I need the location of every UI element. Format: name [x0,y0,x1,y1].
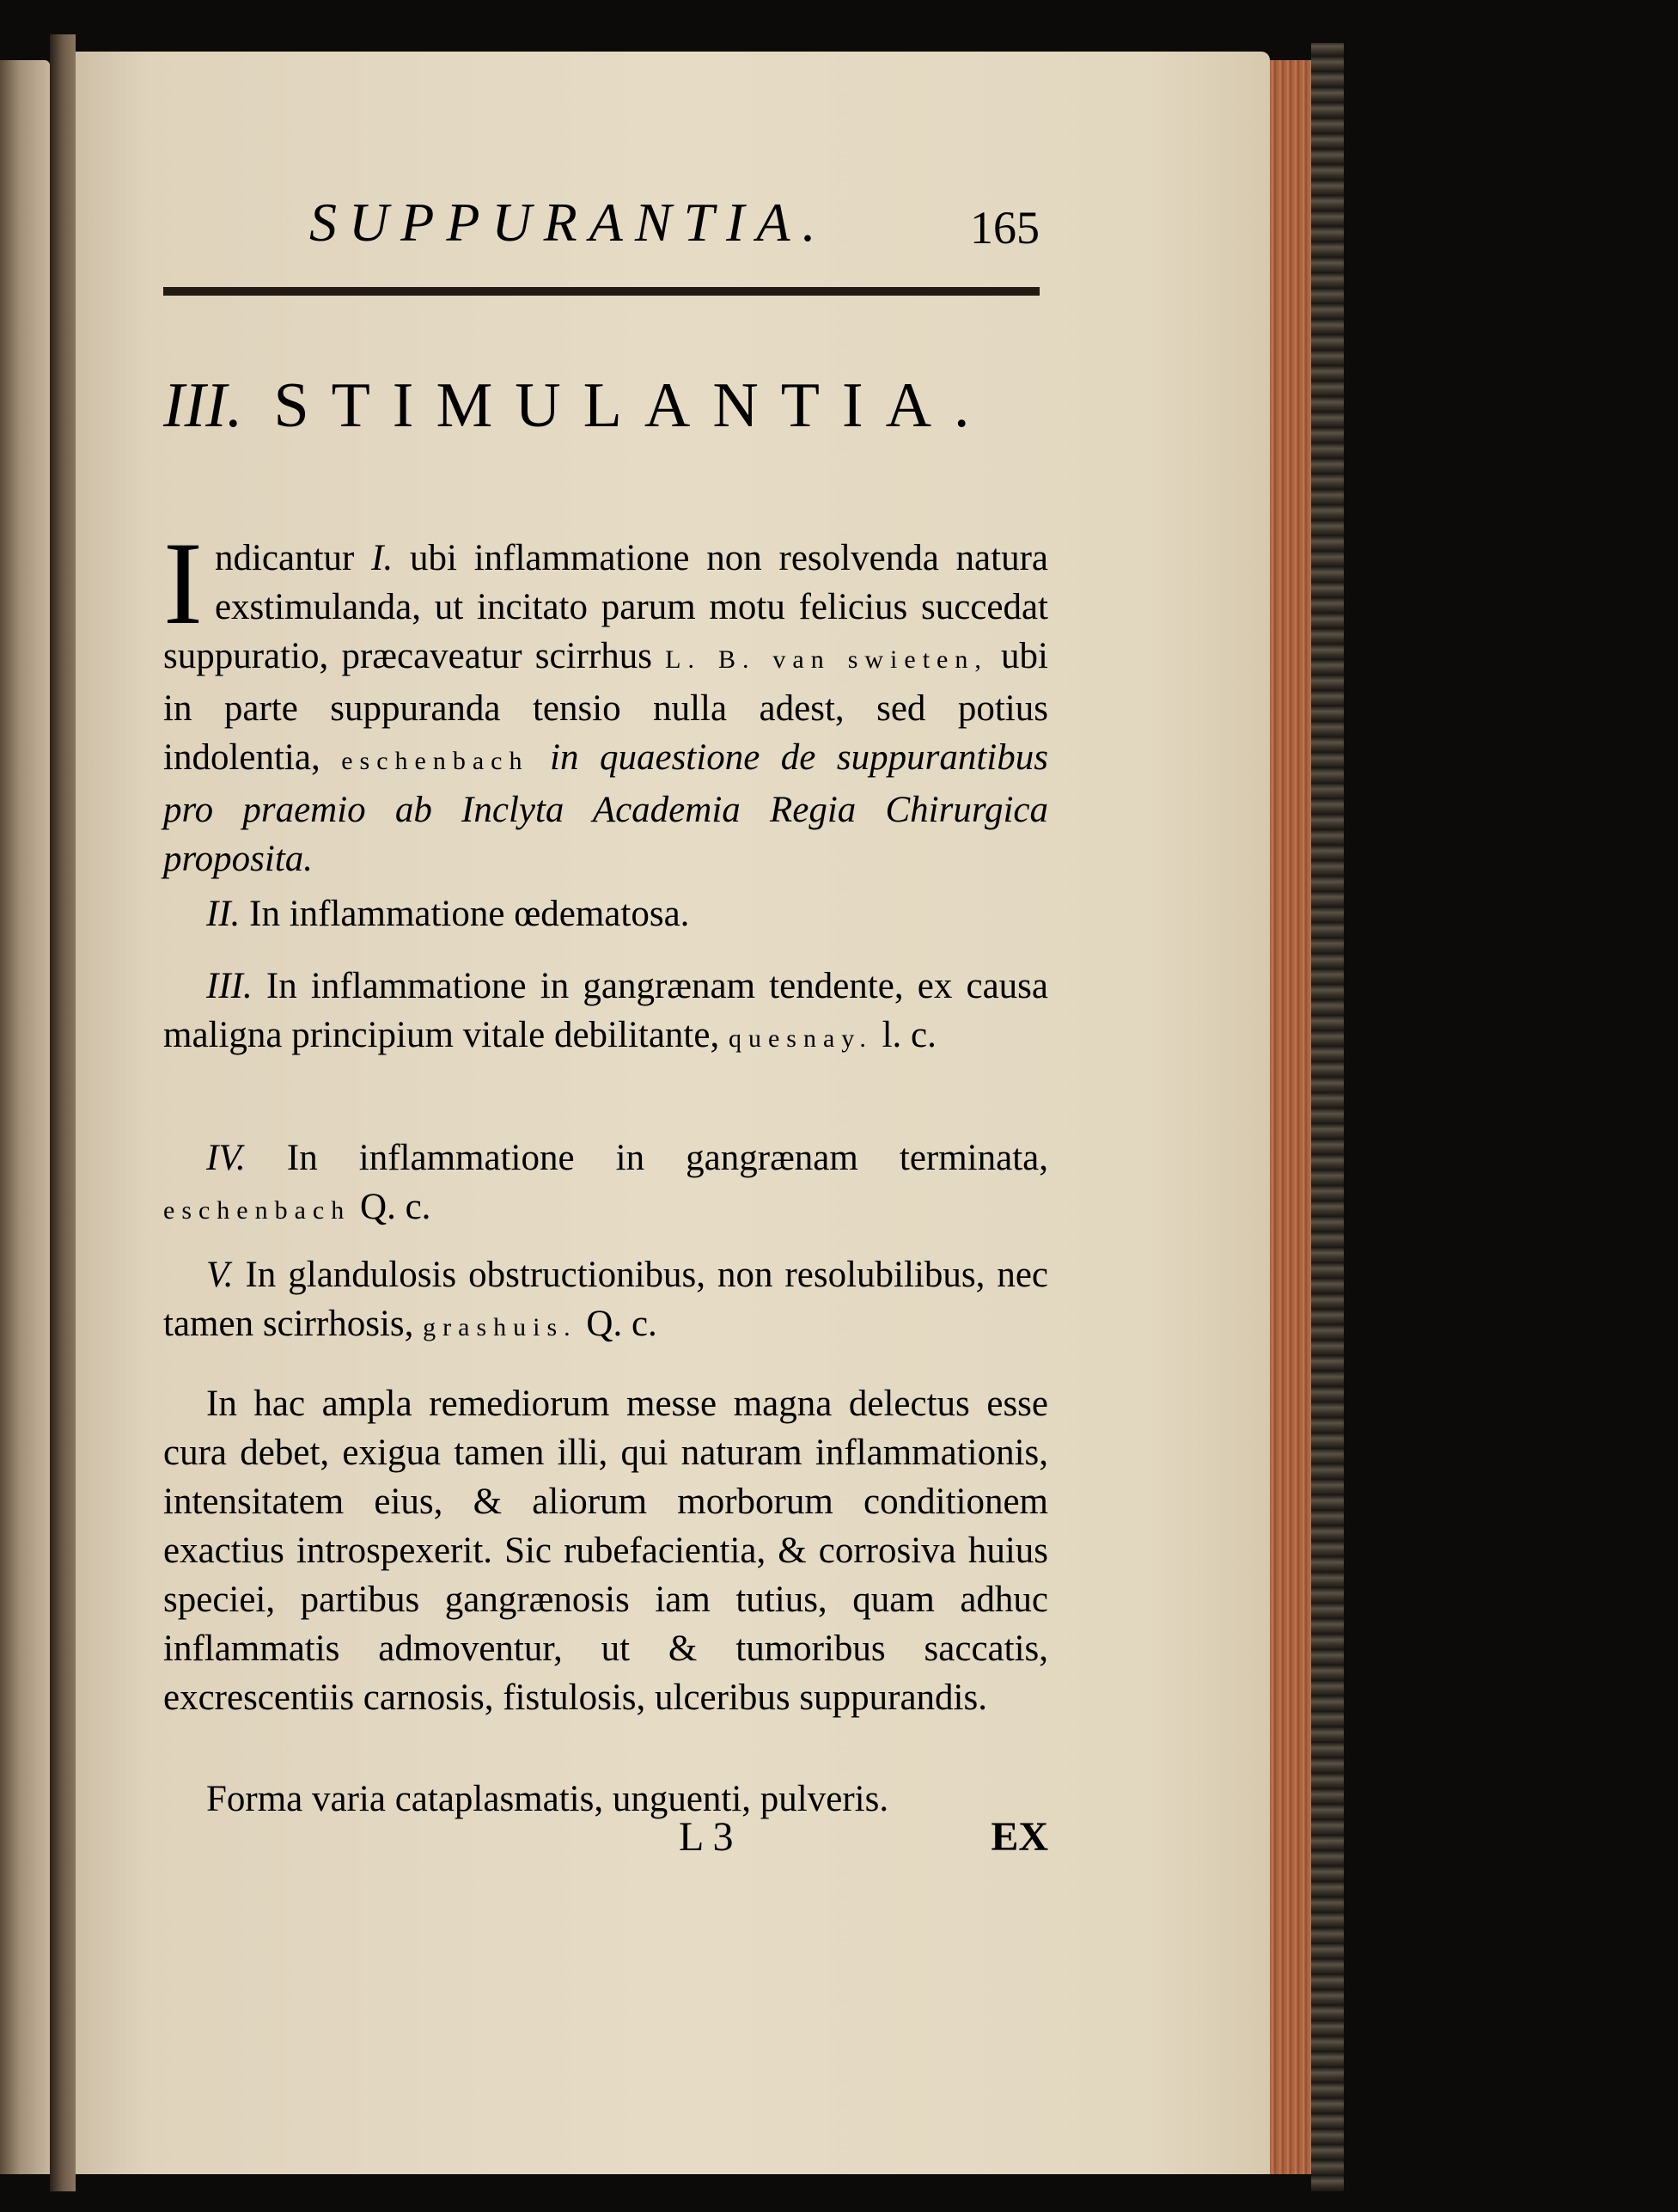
section-title [163,370,1040,443]
work-title: in quaestione de suppurantibus pro praemio ab Inclyta Academia Regia Chirurgica proposita. [163,737,1048,879]
paragraph-indications [163,517,1049,883]
text-run: Indicantur [163,517,372,649]
header-rule [163,287,1040,296]
author-citation: eschenbach [163,1196,351,1225]
item-number: V. [206,1255,234,1295]
text-run: In inflammatione in gangrænam tendente, ex causa maligna principium vitale debilitante, [163,966,1048,1055]
signature-mark: L 3 [679,1814,734,1860]
item-number: I. [371,538,394,578]
paragraph-remedies: In hac ampla remediorum messe magna delectus esse cura debet, exigua tamen illi, qui naturam inflammationis, intensitatem eius, & aliorum morborum conditionem exactius introspexerit. Sic rubefacientia, & corrosiva huius speciei, partibus gangrænosis iam tutius, quam adhuc inflammatis admoventur, ut & tumoribus saccatis, excrescentiis carnosis, fistulosis, ulceribus suppurandis. [163,1384,1048,1718]
book-gutter [50,34,76,2191]
paragraph-item-4 [163,1133,1048,1235]
catchword: EX [991,1814,1048,1860]
running-head: SUPPURANTIA. [309,192,828,253]
author-citation: eschenbach [341,747,529,775]
text-run: In glandulosis obstructionibus, non resolubilibus, nec tamen scirrhosis, [163,1255,1048,1344]
section-heading: STIMULANTIA. [273,370,992,441]
page-block-edge [1270,60,1311,2174]
page-footer [163,1813,1048,1873]
paragraph-item-5 [163,1250,1048,1352]
author-citation: L. B. van swieten, [665,645,988,674]
section-number: III. [163,370,243,441]
facing-page-edge [0,60,50,2174]
text-run: ubi in parte suppuranda tensio nulla adest, sed potius indolentia, [163,636,1049,778]
text-run: Q. c. [577,1304,657,1344]
text-run: In inflammatione in gangrænam terminata, [245,1138,1048,1178]
text-run: Q. c. [351,1187,431,1227]
item-number: III. [206,966,253,1006]
text-run: ubi inflammatione non resolvenda natura exstimulanda, ut incitato parum motu felicius succedat suppuratio, præcaveatur scirrhus [163,538,1048,676]
author-citation: grashuis. [423,1313,577,1341]
paragraph-forms: Forma varia cataplasmatis, unguenti, pulveris. [206,1779,889,1819]
item-number: IV. [206,1138,246,1178]
item-number: II. [206,894,241,934]
text-run: In inflammatione œdematosa. [240,894,690,934]
text-run: l. c. [872,1015,937,1055]
page-number: 165 [970,202,1040,254]
paragraph-item-3 [163,962,1048,1063]
paragraph-item-2 [163,889,1048,938]
page-header [232,191,1040,268]
marbled-cover-board [1311,43,1344,2191]
author-citation: quesnay. [728,1024,873,1053]
